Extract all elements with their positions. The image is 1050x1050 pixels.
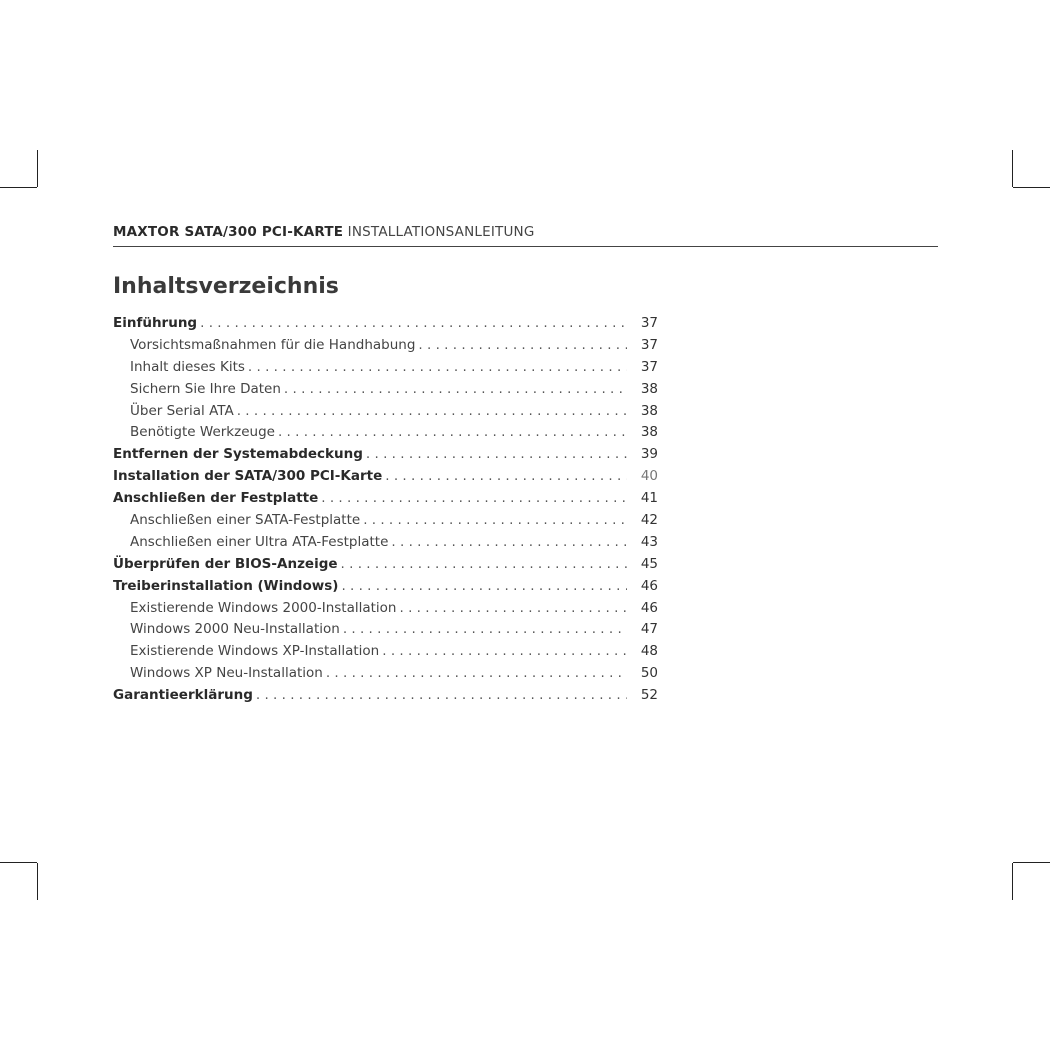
toc-entry-label: Inhalt dieses Kits bbox=[130, 358, 245, 375]
toc-leader-dots bbox=[385, 468, 627, 484]
toc-leader-dots bbox=[363, 512, 627, 528]
toc-entry-label: Windows 2000 Neu-Installation bbox=[130, 621, 340, 638]
toc-entry-label: Vorsichtsmaßnahmen für die Handhabung bbox=[130, 336, 416, 353]
crop-mark-bottom-right bbox=[1013, 862, 1050, 863]
toc-entry-label: Einführung bbox=[113, 315, 198, 331]
table-of-contents bbox=[113, 315, 658, 709]
toc-entry-page: 38 bbox=[640, 402, 658, 419]
toc-entry-label: Windows XP Neu-Installation bbox=[130, 665, 323, 682]
toc-leader-dots bbox=[400, 600, 628, 616]
toc-entry-page: 40 bbox=[640, 468, 658, 485]
toc-entry-label: Überprüfen der BIOS-Anzeige bbox=[113, 555, 338, 572]
toc-entry-page: 50 bbox=[640, 665, 658, 682]
toc-leader-dots bbox=[256, 687, 627, 703]
toc-entry[interactable] bbox=[113, 359, 658, 381]
toc-leader-dots bbox=[366, 446, 627, 462]
toc-entry-page: 48 bbox=[640, 643, 658, 660]
toc-entry-label: Installation der SATA/300 PCI-Karte bbox=[113, 468, 383, 485]
toc-entry-page: 46 bbox=[640, 599, 658, 616]
toc-entry[interactable] bbox=[113, 600, 658, 622]
toc-entry[interactable] bbox=[113, 621, 658, 643]
toc-leader-dots bbox=[278, 424, 627, 440]
toc-entry-label: Sichern Sie Ihre Daten bbox=[130, 380, 281, 397]
toc-entry[interactable] bbox=[113, 512, 658, 534]
toc-entry-page: 46 bbox=[640, 577, 658, 594]
toc-entry-page: 37 bbox=[640, 336, 658, 353]
crop-mark-bottom-right bbox=[1012, 863, 1013, 900]
toc-entry[interactable] bbox=[113, 578, 658, 600]
toc-entry-label: Anschließen der Festplatte bbox=[113, 490, 319, 507]
toc-entry-page: 52 bbox=[640, 687, 658, 704]
toc-entry-label: Über Serial ATA bbox=[130, 402, 234, 419]
toc-leader-dots bbox=[284, 381, 627, 397]
toc-leader-dots bbox=[391, 534, 627, 550]
toc-entry[interactable] bbox=[113, 381, 658, 403]
toc-entry-label: Existierende Windows XP-Installation bbox=[130, 643, 380, 660]
toc-title: Inhaltsverzeichnis bbox=[113, 274, 339, 299]
toc-entry[interactable] bbox=[113, 534, 658, 556]
toc-entry-page: 38 bbox=[640, 380, 658, 397]
toc-entry-page: 41 bbox=[640, 490, 658, 507]
toc-entry[interactable] bbox=[113, 446, 658, 468]
toc-entry-page: 39 bbox=[640, 446, 658, 463]
toc-entry-label: Benötigte Werkzeuge bbox=[130, 424, 275, 441]
toc-entry-page: 37 bbox=[640, 315, 658, 331]
toc-leader-dots bbox=[321, 490, 627, 506]
toc-entry[interactable] bbox=[113, 315, 658, 337]
toc-entry-label: Treiberinstallation (Windows) bbox=[113, 577, 339, 594]
crop-mark-top-left bbox=[0, 187, 37, 188]
toc-entry-label: Entfernen der Systemabdeckung bbox=[113, 446, 363, 463]
toc-entry[interactable] bbox=[113, 665, 658, 687]
toc-leader-dots bbox=[343, 621, 627, 637]
toc-entry[interactable] bbox=[113, 468, 658, 490]
toc-entry[interactable] bbox=[113, 490, 658, 512]
toc-entry-page: 37 bbox=[640, 358, 658, 375]
toc-leader-dots bbox=[248, 359, 627, 375]
toc-leader-dots bbox=[200, 315, 627, 331]
toc-entry[interactable] bbox=[113, 403, 658, 425]
toc-leader-dots bbox=[341, 556, 627, 572]
toc-entry-label: Anschließen einer SATA-Festplatte bbox=[130, 512, 361, 529]
toc-leader-dots bbox=[341, 578, 627, 594]
header-product: MAXTOR SATA/300 PCI-KARTE bbox=[113, 224, 344, 240]
crop-mark-top-left bbox=[37, 150, 38, 187]
toc-entry-page: 42 bbox=[640, 512, 658, 529]
toc-entry[interactable] bbox=[113, 556, 658, 578]
crop-mark-top-right bbox=[1013, 187, 1050, 188]
toc-leader-dots bbox=[326, 665, 627, 681]
toc-entry[interactable] bbox=[113, 643, 658, 665]
toc-leader-dots bbox=[382, 643, 627, 659]
toc-entry[interactable] bbox=[113, 337, 658, 359]
toc-entry[interactable] bbox=[113, 687, 658, 709]
toc-entry[interactable] bbox=[113, 424, 658, 446]
toc-entry-page: 43 bbox=[640, 533, 658, 550]
toc-leader-dots bbox=[237, 403, 627, 419]
toc-leader-dots bbox=[418, 337, 627, 353]
crop-mark-bottom-left bbox=[0, 862, 37, 863]
toc-entry-label: Garantieerklärung bbox=[113, 687, 253, 704]
toc-entry-label: Existierende Windows 2000-Installation bbox=[130, 599, 397, 616]
toc-entry-page: 47 bbox=[640, 621, 658, 638]
toc-entry-label: Anschließen einer Ultra ATA-Festplatte bbox=[130, 533, 389, 550]
header-doc-type: INSTALLATIONSANLEITUNG bbox=[347, 224, 535, 240]
toc-entry-page: 38 bbox=[640, 424, 658, 441]
toc-entry-page: 45 bbox=[640, 555, 658, 572]
crop-mark-top-right bbox=[1012, 150, 1013, 187]
running-header bbox=[113, 224, 938, 247]
crop-mark-bottom-left bbox=[37, 863, 38, 900]
